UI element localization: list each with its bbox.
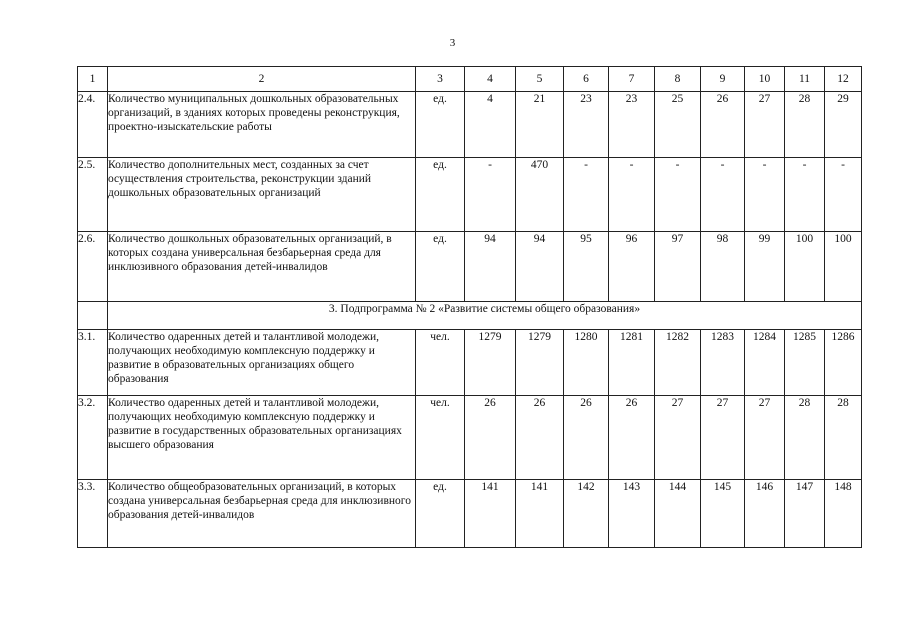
value-cell: -	[465, 158, 516, 232]
header-cell: 3	[416, 67, 465, 92]
value-cell: 98	[701, 232, 745, 302]
value-cell: 28	[785, 396, 825, 480]
value-cell: 145	[701, 480, 745, 548]
unit-cell: чел.	[416, 396, 465, 480]
indicator-name: Количество дошкольных образовательных организаций, в которых создана универсальная безбарьерная среда для инклюзивного образования детей-инвалидов	[108, 232, 416, 302]
header-cell: 8	[655, 67, 701, 92]
value-cell: -	[825, 158, 862, 232]
value-cell: 470	[516, 158, 564, 232]
value-cell: 26	[701, 92, 745, 158]
row-number: 3.3.	[78, 480, 108, 548]
table-row	[78, 396, 862, 480]
header-cell: 9	[701, 67, 745, 92]
value-cell: 23	[564, 92, 609, 158]
table-row	[78, 158, 862, 232]
unit-cell: ед.	[416, 92, 465, 158]
value-cell: 141	[516, 480, 564, 548]
value-cell: 1279	[516, 330, 564, 396]
value-cell: 100	[825, 232, 862, 302]
value-cell: -	[609, 158, 655, 232]
value-cell: 95	[564, 232, 609, 302]
value-cell: 26	[465, 396, 516, 480]
value-cell: 27	[745, 92, 785, 158]
value-cell: 97	[655, 232, 701, 302]
value-cell: 148	[825, 480, 862, 548]
section-row	[78, 302, 862, 330]
row-number: 2.5.	[78, 158, 108, 232]
value-cell: 26	[609, 396, 655, 480]
value-cell: 23	[609, 92, 655, 158]
row-number: 3.2.	[78, 396, 108, 480]
section-title: 3. Подпрограмма № 2 «Развитие системы общего образования»	[108, 302, 862, 330]
value-cell: 1284	[745, 330, 785, 396]
value-cell: 4	[465, 92, 516, 158]
value-cell: 1280	[564, 330, 609, 396]
value-cell: 146	[745, 480, 785, 548]
value-cell: -	[785, 158, 825, 232]
value-cell: 99	[745, 232, 785, 302]
indicator-name: Количество общеобразовательных организаций, в которых создана универсальная безбарьерная среда для инклюзивного образования детей-инвалидов	[108, 480, 416, 548]
value-cell: 1282	[655, 330, 701, 396]
header-row	[78, 67, 862, 92]
value-cell: 147	[785, 480, 825, 548]
value-cell: 27	[655, 396, 701, 480]
unit-cell: ед.	[416, 158, 465, 232]
unit-cell: чел.	[416, 330, 465, 396]
value-cell: 94	[465, 232, 516, 302]
value-cell: 25	[655, 92, 701, 158]
row-number: 3.1.	[78, 330, 108, 396]
value-cell: 143	[609, 480, 655, 548]
value-cell: 27	[745, 396, 785, 480]
header-cell: 12	[825, 67, 862, 92]
value-cell: 141	[465, 480, 516, 548]
value-cell: 1286	[825, 330, 862, 396]
value-cell: -	[655, 158, 701, 232]
header-cell: 10	[745, 67, 785, 92]
indicator-name: Количество одаренных детей и талантливой молодежи, получающих необходимую комплексную поддержку и развитие в образовательных организациях общего образования	[108, 330, 416, 396]
header-cell: 1	[78, 67, 108, 92]
value-cell: 28	[825, 396, 862, 480]
value-cell: 144	[655, 480, 701, 548]
unit-cell: ед.	[416, 232, 465, 302]
indicators-table	[77, 66, 862, 548]
indicator-name: Количество одаренных детей и талантливой молодежи, получающих необходимую комплексную поддержку и развитие в государственных образовательных организациях высшего образования	[108, 396, 416, 480]
header-cell: 6	[564, 67, 609, 92]
value-cell: 100	[785, 232, 825, 302]
value-cell: 142	[564, 480, 609, 548]
value-cell: 26	[564, 396, 609, 480]
value-cell: 26	[516, 396, 564, 480]
table-row	[78, 232, 862, 302]
row-number: 2.4.	[78, 92, 108, 158]
value-cell: 94	[516, 232, 564, 302]
row-number: 2.6.	[78, 232, 108, 302]
unit-cell: ед.	[416, 480, 465, 548]
indicator-name: Количество дополнительных мест, созданных за счет осуществления строительства, реконструкции зданий дошкольных образовательных организаций	[108, 158, 416, 232]
value-cell: 27	[701, 396, 745, 480]
value-cell: 21	[516, 92, 564, 158]
value-cell: 1279	[465, 330, 516, 396]
section-spacer	[78, 302, 108, 330]
table-row	[78, 92, 862, 158]
header-cell: 11	[785, 67, 825, 92]
value-cell: -	[564, 158, 609, 232]
value-cell: 1285	[785, 330, 825, 396]
header-cell: 4	[465, 67, 516, 92]
value-cell: -	[701, 158, 745, 232]
header-cell: 7	[609, 67, 655, 92]
page-number: 3	[449, 37, 456, 49]
value-cell: 29	[825, 92, 862, 158]
indicator-name: Количество муниципальных дошкольных образовательных организаций, в зданиях которых проведены реконструкция, проектно-изыскательские работы	[108, 92, 416, 158]
value-cell: -	[745, 158, 785, 232]
value-cell: 1283	[701, 330, 745, 396]
header-cell: 5	[516, 67, 564, 92]
table-row	[78, 330, 862, 396]
table-row	[78, 480, 862, 548]
value-cell: 96	[609, 232, 655, 302]
value-cell: 1281	[609, 330, 655, 396]
value-cell: 28	[785, 92, 825, 158]
header-cell: 2	[108, 67, 416, 92]
